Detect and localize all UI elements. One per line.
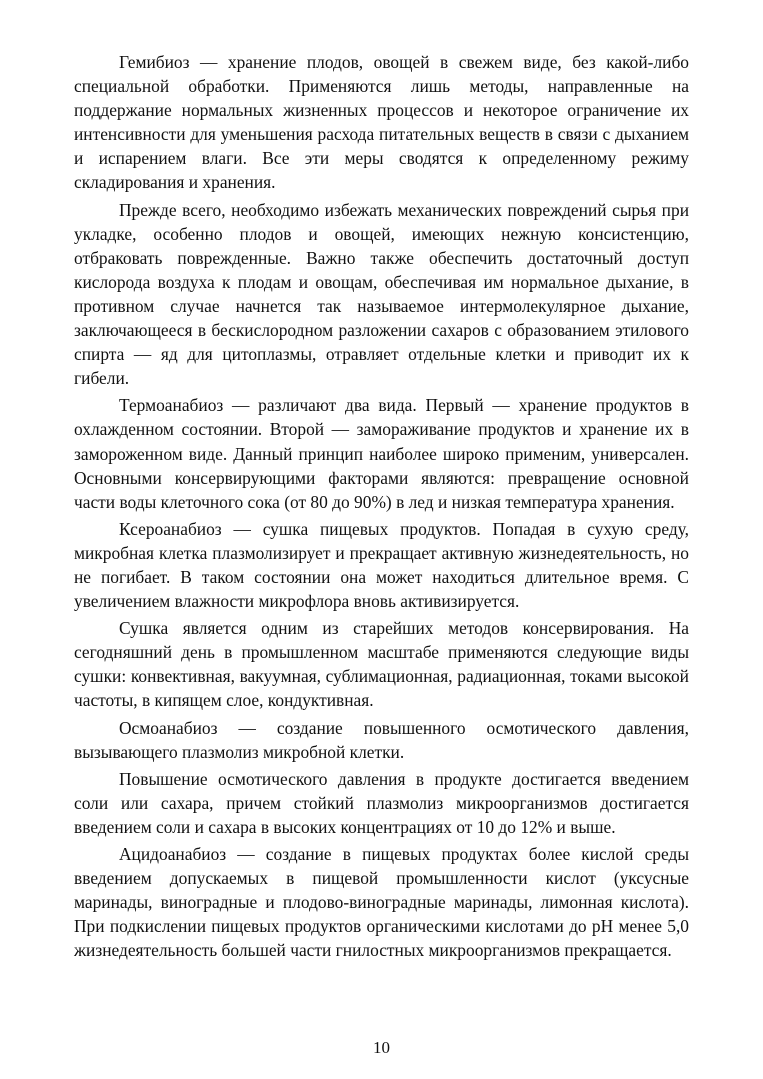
paragraph-drying: Сушка является одним из старейших методов консервирования. На сегодняшний день в промышленном масштабе применяются следующие виды сушки: конвективная, вакуумная, сублимационная, радиационная, токами высокой частоты, в кипящем слое, кондуктивная. bbox=[74, 618, 689, 711]
paragraph-thermoanabiosis: Термоанабиоз — различают два вида. Первый — хранение продуктов в охлажденном состоянии. Второй — замораживание продуктов и хранение их в замороженном виде. Данный принцип наиболее широко применим, универсален. Основными консервирующими факторами являются: превращение основной части воды клеточного сока (от 80 до 90%) в лед и низкая температура хранения. bbox=[74, 395, 689, 512]
paragraph-osmoanabiosis: Осмоанабиоз — создание повышенного осмотического давления, вызывающего плазмолиз микробной клетки. bbox=[74, 717, 689, 762]
document-body bbox=[74, 50, 689, 965]
paragraph-xeroanabiosis: Ксероанабиоз — сушка пищевых продуктов. Попадая в сухую среду, микробная клетка плазмолизирует и прекращает активную жизнедеятельность, но не погибает. В таком состоянии она может находиться длительное время. С увеличением влажности микрофлора вновь активизируется. bbox=[74, 518, 689, 612]
paragraph-osmotic-pressure: Повышение осмотического давления в продукте достигается введением соли или сахара, причем стойкий плазмолиз микроорганизмов достигается введением соли и сахара в высоких концентрациях от 10 до 12% и выше. bbox=[74, 768, 689, 837]
paragraph-mechanical-damage: Прежде всего, необходимо избежать механических повреждений сырья при укладке, особенно плодов и овощей, имеющих нежную консистенцию, отбраковать поврежденные. Важно также обеспечить достаточный доступ кислорода воздуха к плодам и овощам, обеспечивая им нормальное дыхание, в противном случае начнется так называемое интермолекулярное дыхание, заключающееся в бескислородном разложении сахаров с образованием этилового спирта — яд для цитоплазмы, отравляет отдельные клетки и приводит их к гибели. bbox=[74, 199, 689, 389]
page-number: 10 bbox=[373, 1038, 390, 1057]
paragraph-hemibiosis: Гемибиоз — хранение плодов, овощей в свежем виде, без какой-либо специальной обработки. Применяются лишь методы, направленные на поддержание нормальных жизненных процессов и некоторое ограничение их интенсивности для уменьшения расхода питательных веществ в связи с дыханием и испарением влаги. Все эти меры сводятся к определенному режиму складирования и хранения. bbox=[74, 52, 689, 193]
paragraph-acidoanabiosis: Ацидоанабиоз — создание в пищевых продуктах более кислой среды введением допускаемых в пищевой промышленности кислот (уксусные маринады, виноградные и плодово-виноградные маринады, лимонная кислота). При подкислении пищевых продуктов органическими кислотами до pH менее 5,0 жизнедеятельность большей части гнилостных микроорганизмов прекращается. bbox=[74, 844, 689, 961]
